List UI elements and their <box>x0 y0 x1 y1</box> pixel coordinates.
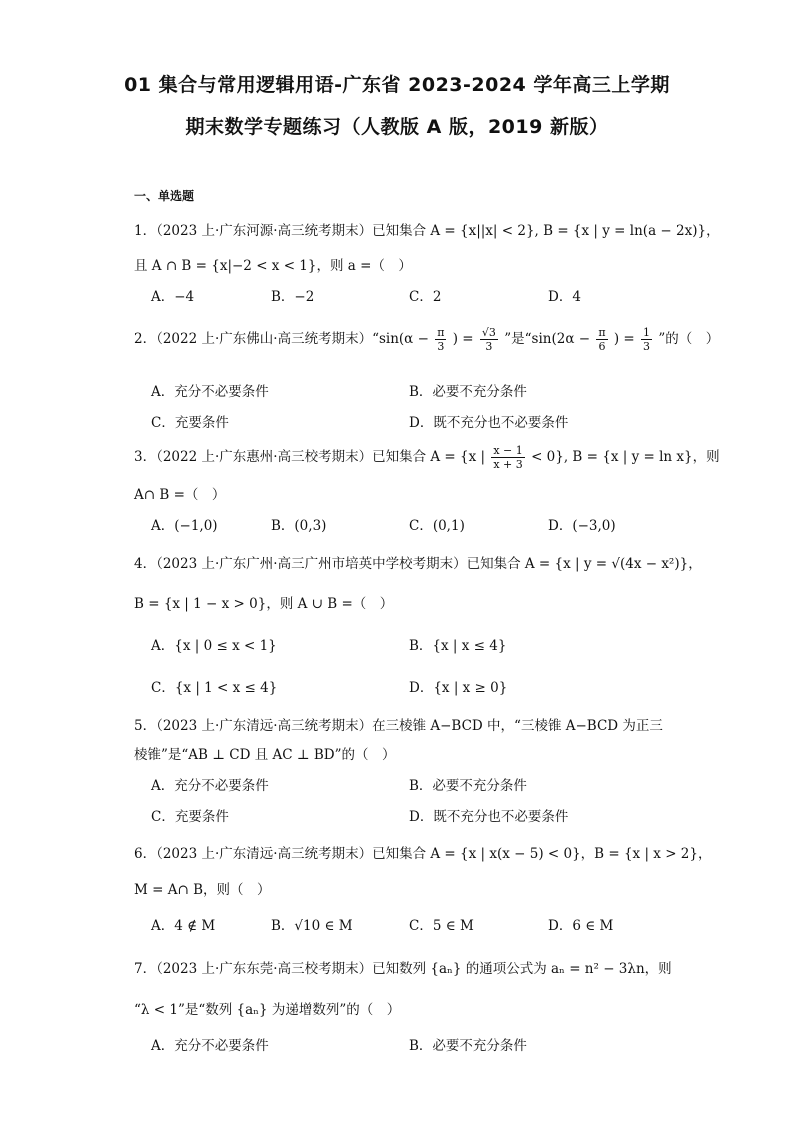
question-2-option-d: D．既不充分也不必要条件 <box>409 415 569 431</box>
question-5-option-a: A．充分不必要条件 <box>151 778 269 794</box>
question-1-option-d: D．4 <box>548 289 581 305</box>
question-1-stem-cont: 且 A ∩ B = {x|−2 < x < 1}，则 a =（ ） <box>134 258 412 274</box>
question-5-option-b: B．必要不充分条件 <box>409 778 527 794</box>
question-7-stem-cont: “λ < 1”是“数列 {aₙ} 为递增数列”的（ ） <box>134 1002 401 1018</box>
question-4-option-c: C．{x | 1 < x ≤ 4} <box>151 680 278 696</box>
question-2-option-c: C．充要条件 <box>151 415 229 431</box>
question-6-option-a: A．4 ∉ M <box>151 918 216 934</box>
question-4-option-a: A．{x | 0 ≤ x < 1} <box>151 638 277 654</box>
section-heading: 一、单选题 <box>134 189 195 203</box>
question-5-option-c: C．充要条件 <box>151 809 229 825</box>
fraction-denominator: 3 <box>437 340 445 353</box>
question-7-option-b: B．必要不充分条件 <box>409 1038 527 1054</box>
question-3-option-a: A．(−1,0) <box>151 518 218 534</box>
question-3-option-c: C．(0,1) <box>409 518 465 534</box>
question-6-option-b: B．√10 ∈ M <box>271 918 353 934</box>
fraction-1-over-3 <box>641 326 652 353</box>
question-5-stem: 5．（2023 上·广东清远·高三统考期末）在三棱锥 A−BCD 中，“三棱锥 A−BCD 为正三 <box>134 718 663 734</box>
question-2-text-mid1: ) = <box>452 331 474 347</box>
question-3-stem-cont: A∩ B =（ ） <box>134 487 226 503</box>
fraction-denominator: 6 <box>598 340 606 353</box>
question-6-option-d: D．6 ∈ M <box>548 918 614 934</box>
fraction-numerator: √3 <box>481 326 496 339</box>
question-5-option-d: D．既不充分也不必要条件 <box>409 809 569 825</box>
question-1-option-a: A．−4 <box>151 289 195 305</box>
question-7-option-a: A．充分不必要条件 <box>151 1038 269 1054</box>
question-2-text-pre: 2．（2022 上·广东佛山·高三统考期末）“sin(α − <box>134 331 429 347</box>
fraction-denominator: x + 3 <box>493 458 523 471</box>
fraction-pi-over-3 <box>435 326 446 353</box>
question-4-stem: 4．（2023 上·广东广州·高三广州市培英中学校考期末）已知集合 A = {x | y = √(4x − x²)}， <box>134 556 702 572</box>
document-title-line-1: 01 集合与常用逻辑用语-广东省 2023-2024 学年高三上学期 <box>124 74 670 96</box>
question-6-stem: 6．（2023 上·广东清远·高三统考期末）已知集合 A = {x | x(x − 5) < 0}，B = {x | x > 2}， <box>134 846 712 862</box>
question-2-text-mid3: ) = <box>613 331 635 347</box>
question-1-option-c: C．2 <box>409 289 442 305</box>
question-2-stem <box>134 326 719 353</box>
question-4-stem-cont: B = {x | 1 − x > 0}，则 A ∪ B =（ ） <box>134 596 394 612</box>
fraction-denominator: 3 <box>485 340 493 353</box>
question-3-stem <box>134 444 720 471</box>
question-1-option-b: B．−2 <box>271 289 315 305</box>
question-3-option-b: B．(0,3) <box>271 518 327 534</box>
fraction-numerator: 1 <box>643 326 651 339</box>
question-3-option-d: D．(−3,0) <box>548 518 616 534</box>
fraction-x-minus-1-over-x-plus-3 <box>491 444 524 471</box>
question-6-option-c: C．5 ∈ M <box>409 918 474 934</box>
question-4-option-b: B．{x | x ≤ 4} <box>409 638 507 654</box>
question-5-stem-cont: 棱锥”是“AB ⊥ CD 且 AC ⊥ BD”的（ ） <box>134 747 396 763</box>
document-title-line-2: 期末数学专题练习（人教版 A 版，2019 新版） <box>185 116 609 138</box>
fraction-pi-over-6 <box>596 326 607 353</box>
question-2-text-mid2: ”是“sin(2α − <box>504 331 591 347</box>
question-4-option-d: D．{x | x ≥ 0} <box>409 680 508 696</box>
question-3-text-pre: 3．（2022 上·广东惠州·高三校考期末）已知集合 A = {x | <box>134 449 486 465</box>
fraction-sqrt3-over-3 <box>480 326 498 353</box>
question-3-text-post: < 0}, B = {x | y = ln x}，则 <box>531 449 720 465</box>
fraction-numerator: π <box>437 326 445 339</box>
question-2-option-b: B．必要不充分条件 <box>409 384 527 400</box>
question-2-option-a: A．充分不必要条件 <box>151 384 269 400</box>
fraction-denominator: 3 <box>643 340 651 353</box>
fraction-numerator: π <box>598 326 606 339</box>
question-1-stem: 1．（2023 上·广东河源·高三统考期末）已知集合 A = {x||x| < 2}, B = {x | y = ln(a − 2x)}， <box>134 223 720 239</box>
fraction-numerator: x − 1 <box>493 444 523 457</box>
question-6-stem-cont: M = A∩ B，则（ ） <box>134 882 271 898</box>
question-7-stem: 7．（2023 上·广东东莞·高三校考期末）已知数列 {aₙ} 的通项公式为 aₙ = n² − 3λn，则 <box>134 961 672 977</box>
question-2-text-post: ”的（ ） <box>658 331 720 347</box>
